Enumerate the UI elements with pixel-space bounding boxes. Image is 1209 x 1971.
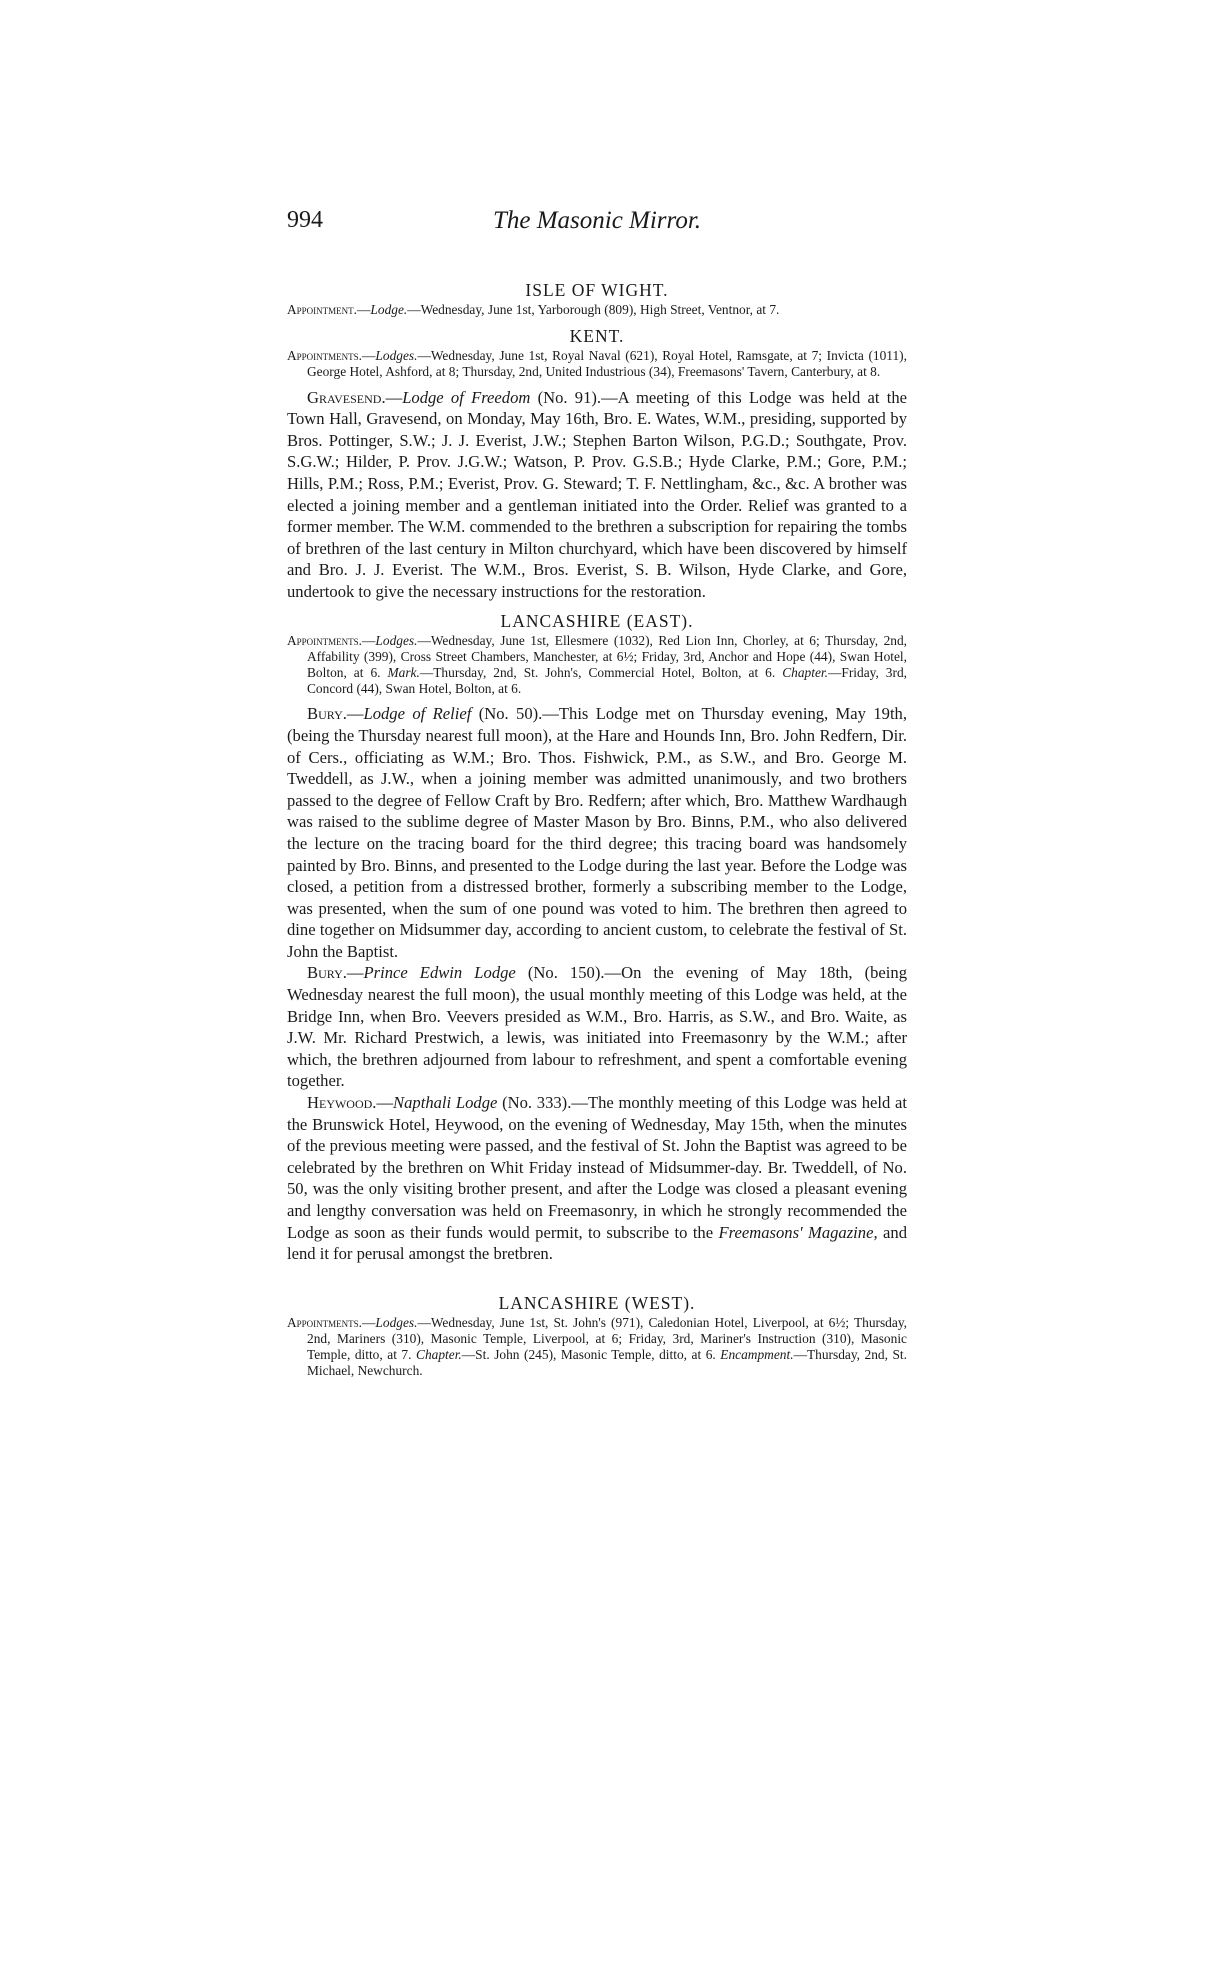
report-bury-relief: Bury.—Lodge of Relief (No. 50).—This Lodge met on Thursday evening, May 19th, (being the Thursday nearest full moon), at the Hare and Hounds Inn, Bro. John Redfern, Dir. of Cers., officiating as W.M.; Bro. Thos. Fishwick, P.M., as S.W., and Bro. George M. Tweddell, as J.W., when a joining member was admitted unanimously, and two brothers passed to the degree of Fellow Craft by Bro. Redfern; after which, Bro. Matthew Wardhaugh was raised to the sublime degree of Master Mason by Bro. Binns, P.M., who also delivered the lecture on the tracing board for the third degree; this tracing board was handsomely painted by Bro. Binns, and presented to the Lodge during the last year. Before the Lodge was closed, a petition from a distressed brother, formerly a subscribing member to the Lodge, was presented, when the sum of one pound was voted to him. The brethren then agreed to dine together on Midsummer day, according to ancient custom, to celebrate the festival of St. John the Baptist. [287, 704, 907, 961]
page-number: 994 [287, 207, 323, 233]
report-place: Bury. [307, 963, 347, 983]
report-lodge: Prince Edwin Lodge [363, 963, 516, 983]
running-title: The Masonic Mirror. [492, 207, 702, 234]
report-body: (No. 333).—The monthly meeting of this Lodge was held at the Brunswick Hotel, Heywood, on the evening of Wednesday, May 15th, when the minutes of the previous meeting were passed, and the festival of St. John the Baptist was agreed to be celebrated by the brethren on Whit Friday instead of Midsummer-day. Br. Tweddell, of No. 50, was the only visiting brother present, and after the Lodge was closed a pleasant evening and lengthy conversation was held on Freemasonry, in which he strongly recommended the Lodge as soon as their funds would permit, to subscribe to the [287, 1093, 907, 1242]
appointment-text: Wednesday, June 1st, Ellesmere (1032), Red Lion Inn, Chorley, at 6; Thursday, 2nd, Affability (399), Cross Street Chambers, Manchester, at 6½; Friday, 3rd, Anchor and Hope (44), Swan Hotel, Bolton, at 6. [307, 632, 907, 680]
report-lodge: Lodge of Freedom [402, 387, 531, 407]
report-gravesend: Gravesend.—Lodge of Freedom (No. 91).—A meeting of this Lodge was held at the Town Hall, Gravesend, on Monday, May 16th, Bro. E. Wates, W.M., presiding, supported by Bros. Pottinger, S.W.; J. J. Everist, J.W.; Stephen Barton Wilson, P.G.D.; Southgate, Prov. S.G.W.; Hilder, P. Prov. J.G.W.; Watson, P. Prov. G.S.B.; Hyde Clarke, P.M.; Gore, P.M.; Hills, P.M.; Ross, P.M.; Everist, Prov. G. Steward; T. F. Nettlingham, &c., &c. A brother was elected a joining member and a gentleman initiated into the Order. Relief was granted to a former member. The W.M. commended to the brethren a subscription for repairing the tombs of brethren of the last century in Milton churchyard, which have been discovered by himself and Bro. J. J. Everist. The W.M., Bros. Everist, S. B. Wilson, Hyde Clarke, and Gore, undertook to give the necessary instructions for the restoration. [287, 387, 907, 601]
magazine-title: Freemasons' Magazine, [718, 1222, 878, 1242]
section-heading-kent: KENT. [569, 326, 625, 347]
appointment-isle-of-wight: Appointment.—Lodge.—Wednesday, June 1st, Yarborough (809), High Street, Ventnor, at 7. [287, 302, 780, 317]
report-body-tail: and lend it for perusal amongst the bretbren. [287, 1222, 907, 1264]
report-place: Gravesend. [307, 387, 386, 407]
appointment-kent: Appointments.—Lodges.—Wednesday, June 1st, Royal Naval (621), Royal Hotel, Ramsgate, at 7; Invicta (1011), George Hotel, Ashford, at 8; Thursday, 2nd, United Industrious (34), Freemasons' Tavern, Canterbury, at 8. [287, 348, 907, 380]
appointment-kind: Lodges. [375, 632, 418, 648]
report-place: Bury. [307, 704, 347, 724]
appointment-kind: Lodge. [370, 302, 408, 317]
appointment-label: Appointments. [287, 348, 363, 364]
report-place: Heywood. [307, 1093, 377, 1113]
appointment-text: St. John (245), Masonic Temple, ditto, at 6. [475, 1347, 716, 1363]
main-column [287, 278, 907, 1380]
appointment-text: Thursday, 2nd, St. John's, Commercial Hotel, Bolton, at 6. [433, 664, 776, 680]
appointment-kind: Chapter. [416, 1347, 462, 1363]
report-lodge: Lodge of Relief [363, 704, 472, 724]
appointment-kind: Encampment. [720, 1347, 794, 1363]
appointment-kind: Mark. [387, 664, 420, 680]
section-heading-isle-of-wight: ISLE OF WIGHT. [525, 280, 669, 300]
appointment-label: Appointments. [287, 1314, 363, 1330]
appointment-lancashire-east: Appointments.—Lodges.—Wednesday, June 1st, Ellesmere (1032), Red Lion Inn, Chorley, at 6; Thursday, 2nd, Affability (399), Cross Street Chambers, Manchester, at 6½; Friday, 3rd, Anchor and Hope (44), Swan Hotel, Bolton, at 6. Mark.—Thursday, 2nd, St. John's, Commercial Hotel, Bolton, at 6. Chapter.—Friday, 3rd, Concord (44), Swan Hotel, Bolton, at 6. [287, 632, 907, 697]
page-header [287, 207, 907, 243]
appointment-kind: Lodges. [375, 348, 418, 364]
report-body: (No. 50).—This Lodge met on Thursday evening, May 19th, (being the Thursday nearest full moon), at the Hare and Hounds Inn, Bro. John Redfern, Dir. of Cers., officiating as W.M.; Bro. Thos. Fishwick, P.M., as S.W., and Bro. George M. Tweddell, as J.W., when a joining member was admitted unanimously, and two brothers passed to the degree of Fellow Craft by Bro. Redfern; after which, Bro. Matthew Wardhaugh was raised to the sublime degree of Master Mason by Bro. Binns, P.M., who also delivered the lecture on the tracing board for the third degree; this tracing board was handsomely painted by Bro. Binns, and presented to the Lodge during the last year. Before the Lodge was closed, a petition from a distressed brother, formerly a subscribing member to the Lodge, was presented, when the sum of one pound was voted to him. The brethren then agreed to dine together on Midsummer day, according to ancient custom, to celebrate the festival of St. John the Baptist. [287, 704, 907, 961]
appointment-text: Wednesday, June 1st, Royal Naval (621), Royal Hotel, Ramsgate, at 7; Invicta (1011), George Hotel, Ashford, at 8; Thursday, 2nd, United Industrious (34), Freemasons' Tavern, Canterbury, at 8. [307, 348, 907, 380]
report-lodge: Napthali Lodge [393, 1093, 498, 1113]
appointment-text: Wednesday, June 1st, Yarborough (809), High Street, Ventnor, at 7. [420, 302, 780, 317]
appointment-lancashire-west: Appointments.—Lodges.—Wednesday, June 1st, St. John's (971), Caledonian Hotel, Liverpool, at 6½; Thursday, 2nd, Mariners (310), Masonic Temple, Liverpool, at 6; Friday, 3rd, Mariner's Instruction (310), Masonic Temple, ditto, at 7. Chapter.—St. John (245), Masonic Temple, ditto, at 6. Encampment.—Thursday, 2nd, St. Michael, Newchurch. [287, 1314, 907, 1379]
report-heywood: Heywood.—Napthali Lodge (No. 333).—The monthly meeting of this Lodge was held at the Brunswick Hotel, Heywood, on the evening of Wednesday, May 15th, when the minutes of the previous meeting were passed, and the festival of St. John the Baptist was agreed to be celebrated by the brethren on Whit Friday instead of Midsummer-day. Br. Tweddell, of No. 50, was the only visiting brother present, and after the Lodge was closed a pleasant evening and lengthy conversation was held on Freemasonry, in which he strongly recommended the Lodge as soon as their funds would permit, to subscribe to the Freemasons' Magazine, and lend it for perusal amongst the bretbren. [287, 1093, 907, 1264]
appointment-text: Wednesday, June 1st, St. John's (971), Caledonian Hotel, Liverpool, at 6½; Thursday, 2nd, Mariners (310), Masonic Temple, Liverpool, at 6; Friday, 3rd, Mariner's Instruction (310), Masonic Temple, ditto, at 7. [307, 1314, 907, 1363]
appointment-text: Friday, 3rd, Concord (44), Swan Hotel, Bolton, at 6. [307, 664, 907, 697]
report-body: (No. 150).—On the evening of May 18th, (being Wednesday nearest the full moon), the usual monthly meeting of this Lodge was held, at the Bridge Inn, when Bro. Veevers presided as W.M., Bro. Harris, as S.W., and Bro. Waite, as J.W. Mr. Richard Prestwich, a lewis, was initiated into Freemasonry by the W.M.; after which, the brethren adjourned from labour to refreshment, and spent a comfortable evening together. [287, 963, 907, 1091]
section-heading-lancashire-east: LANCASHIRE (EAST). [500, 610, 694, 631]
appointment-text: Thursday, 2nd, St. Michael, Newchurch. [307, 1347, 907, 1379]
report-bury-prince-edwin: Bury.—Prince Edwin Lodge (No. 150).—On the evening of May 18th, (being Wednesday nearest the full moon), the usual monthly meeting of this Lodge was held, at the Bridge Inn, when Bro. Veevers presided as W.M., Bro. Harris, as S.W., and Bro. Waite, as J.W. Mr. Richard Prestwich, a lewis, was initiated into Freemasonry by the W.M.; after which, the brethren adjourned from labour to refreshment, and spent a comfortable evening together. [287, 963, 907, 1091]
report-body: (No. 91).—A meeting of this Lodge was held at the Town Hall, Gravesend, on Monday, May 16th, Bro. E. Wates, W.M., presiding, supported by Bros. Pottinger, S.W.; J. J. Everist, J.W.; Stephen Barton Wilson, P.G.D.; Southgate, Prov. S.G.W.; Hilder, P. Prov. J.G.W.; Watson, P. Prov. G.S.B.; Hyde Clarke, P.M.; Gore, P.M.; Hills, P.M.; Ross, P.M.; Everist, Prov. G. Steward; T. F. Nettlingham, &c., &c. A brother was elected a joining member and a gentleman initiated into the Order. Relief was granted to a former member. The W.M. commended to the brethren a subscription for repairing the tombs of brethren of the last century in Milton churchyard, which have been discovered by himself and Bro. J. J. Everist. The W.M., Bros. Everist, S. B. Wilson, Hyde Clarke, and Gore, undertook to give the necessary instructions for the restoration. [287, 387, 907, 601]
section-heading-lancashire-west: LANCASHIRE (WEST). [498, 1292, 696, 1313]
appointment-kind: Chapter. [782, 664, 828, 680]
appointment-label: Appointment. [287, 302, 358, 317]
appointment-kind: Lodges. [375, 1314, 418, 1330]
appointment-label: Appointments. [287, 632, 363, 648]
